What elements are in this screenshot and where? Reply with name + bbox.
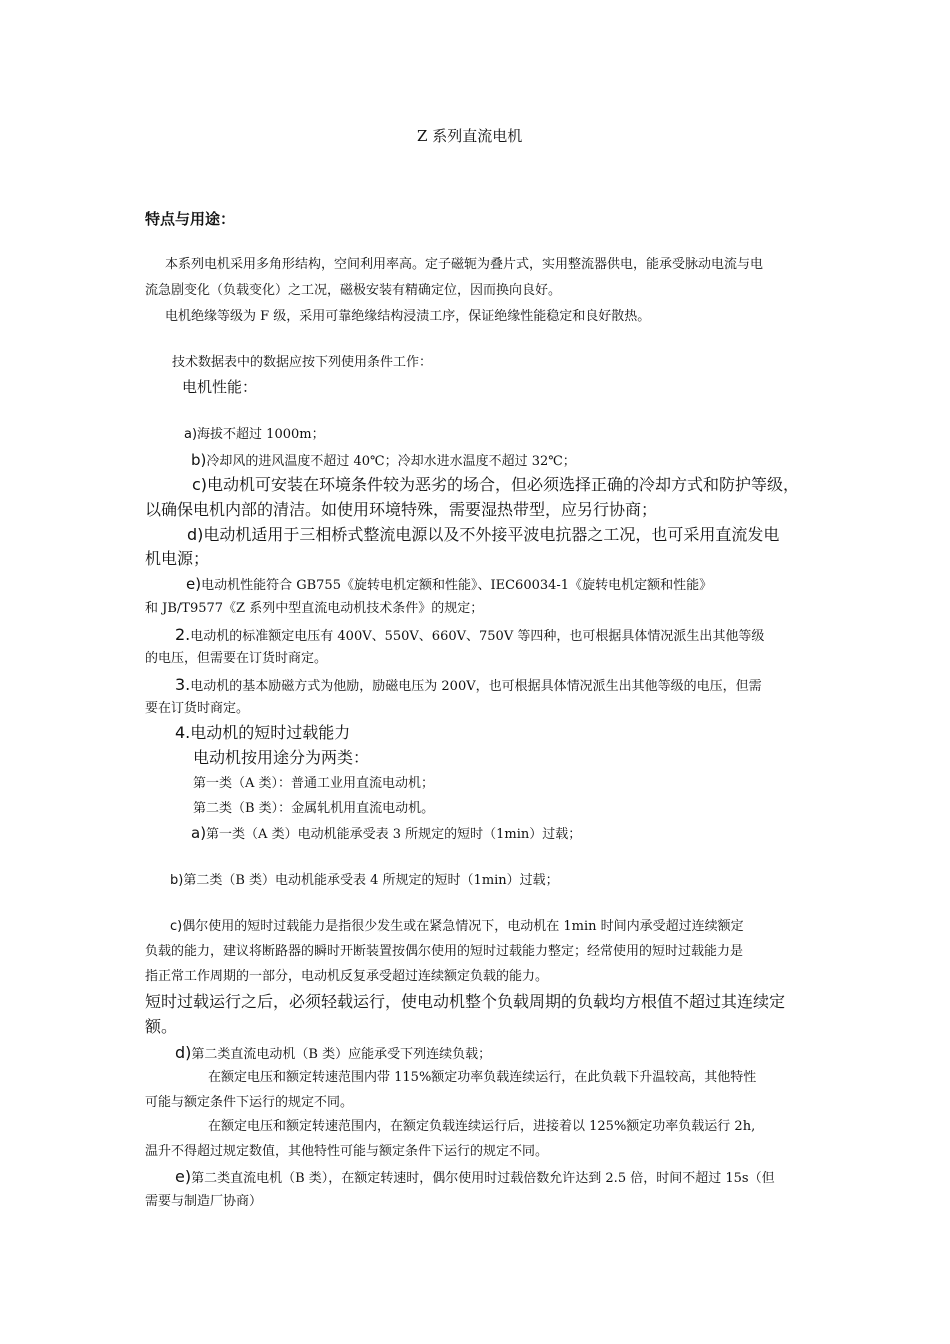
item-4-e-cont: 需要与制造厂协商） [145,1194,263,1209]
list-marker: d) [175,1043,192,1062]
item-4-d-para: 可能与额定条件下运行的规定不同。 [145,1095,354,1110]
item-4-d-para: 在额定电压和额定转速范围内带 115%额定功率负载连续运行，在此负载下升温较高，其他特性 [208,1070,757,1085]
conditions-lead: 技术数据表中的数据应按下列使用条件工作： [172,355,433,370]
item-text: 第二类直流电动机（B 类）应能承受下列连续负载； [191,1047,492,1062]
intro-paragraph-line: 流急剧变化（负载变化）之工况，磁极安装有精确定位，因而换向良好。 [145,283,562,298]
item-4-c-cont: 负载的能力，建议将断路器的瞬时开断装置按偶尔使用的短时过载能力整定；经常使用的短时过载能力是 [145,944,744,959]
item-text: 电动机的短时过载能力 [190,723,351,742]
list-marker: a) [191,824,207,842]
document-title: Z 系列直流电机 [417,127,523,145]
list-marker: 4. [175,723,191,742]
item-4-e [175,1169,775,1185]
insulation-paragraph: 电机绝缘等级为 F 级，采用可靠绝缘结构浸渍工序，保证绝缘性能稳定和良好散热。 [165,309,651,324]
item-text: 第二类（B 类）电动机能承受表 4 所规定的短时（1min）过载； [183,873,559,888]
item-2 [175,627,764,643]
list-marker: b) [170,873,184,888]
condition-e [186,577,712,592]
item-4-heading [175,725,350,741]
item-2-cont: 的电压，但需要在订货时商定。 [145,651,328,666]
list-marker: e) [186,575,202,593]
condition-b [191,453,576,468]
condition-text: 电动机适用于三相桥式整流电源以及不外接平波电抗器之工况，也可采用直流发电 [203,525,780,544]
item-4-d [175,1045,491,1061]
item-text: 偶尔使用的短时过载能力是指很少发生或在紧急情况下，电动机在 1min 时间内承受超过连续额定 [182,919,744,934]
condition-text: 电动机性能符合 GB755《旋转电机定额和性能》、IEC60034-1《旋转电机定额和性能》 [201,578,713,593]
condition-text: 电动机可安装在环境条件较为恶劣的场合，但必须选择正确的冷却方式和防护等级， [207,475,800,494]
condition-text: 海拔不超过 1000m； [197,427,325,442]
item-4-c-cont: 指正常工作周期的一部分，电动机反复承受超过连续额定负载的能力。 [145,969,549,984]
item-text: 第一类（A 类）电动机能承受表 3 所规定的短时（1min）过载； [206,827,582,842]
condition-d [187,527,779,543]
condition-a [184,428,325,441]
condition-c [192,477,799,493]
condition-d-cont: 机电源； [145,549,210,568]
item-4-b [170,874,559,887]
class-b-line: 第二类（B 类）：金属轧机用直流电动机。 [193,801,435,816]
item-4-c-cont: 短时过载运行之后，必须轻载运行，使电动机整个负载周期的负载均方根值不超过其连续定 [145,992,786,1011]
section-heading: 特点与用途： [145,210,236,228]
condition-e-cont: 和 JB/T9577《Z 系列中型直流电动机技术条件》的规定； [145,601,484,616]
list-marker: b) [191,451,207,469]
item-4-d-para: 温升不得超过规定数值，其他特性可能与额定条件下运行的规定不同。 [145,1144,549,1159]
item-text: 电动机的标准额定电压有 400V、550V、660V、750V 等四种，也可根据具体情况派生出其他等级 [190,629,765,644]
list-marker: 3. [175,675,191,694]
item-4-c-cont: 额。 [145,1017,178,1036]
item-3 [175,677,762,693]
condition-c-cont: 以确保电机内部的清洁。如使用环境特殊，需要湿热带型，应另行协商； [145,500,658,519]
intro-paragraph-line: 本系列电机采用多角形结构，空间利用率高。定子磁轭为叠片式，实用整流器供电，能承受脉动电流与电 [165,257,764,272]
item-4-a [191,826,581,841]
condition-text: 冷却风的进风温度不超过 40℃；冷却水进水温度不超过 32℃； [206,454,576,469]
item-text: 第二类直流电机（B 类），在额定转速时，偶尔使用时过载倍数允许达到 2.5 倍，时间不超过 15s（但 [191,1171,775,1186]
item-4-d-para: 在额定电压和额定转速范围内，在额定负载连续运行后，进接着以 125%额定功率负载运行 2h, [208,1119,756,1134]
list-marker: d) [187,525,204,544]
class-a-line: 第一类（A 类）：普通工业用直流电动机； [193,776,435,791]
item-4-c [170,920,744,933]
list-marker: 2. [175,625,191,644]
performance-subheading: 电机性能： [182,378,258,396]
item-4-sub: 电动机按用途分为两类： [193,748,370,767]
list-marker: a) [184,427,198,442]
list-marker: e) [175,1167,192,1186]
list-marker: c) [170,919,183,934]
item-3-cont: 要在订货时商定。 [145,701,250,716]
list-marker: c) [192,475,208,494]
item-text: 电动机的基本励磁方式为他励，励磁电压为 200V，也可根据具体情况派生出其他等级的电压，但需 [190,679,762,694]
